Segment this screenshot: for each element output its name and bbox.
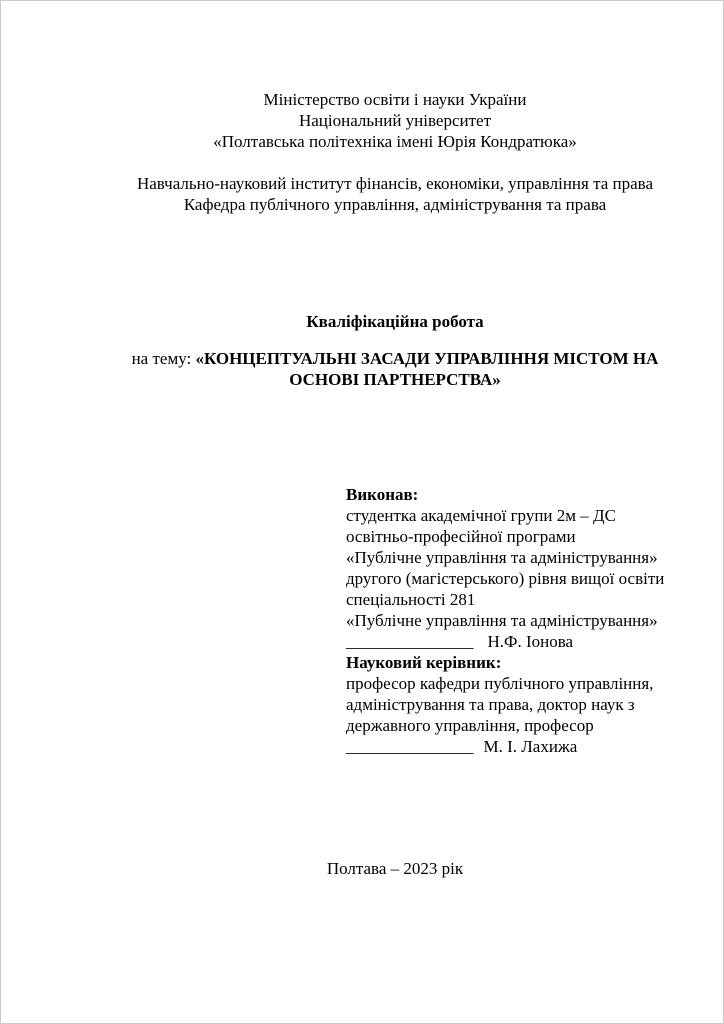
executor-line: «Публічне управління та адміністрування» [346, 611, 658, 630]
credits-block [346, 484, 686, 757]
signature-blank: _______________ [346, 737, 474, 756]
executor-line: «Публічне управління та адміністрування» [346, 548, 658, 567]
signature-blank: _______________ [346, 632, 474, 651]
supervisor-line: адміністрування та права, доктор наук з [346, 695, 635, 714]
executor-line: другого (магістерського) рівня вищої освіти [346, 569, 665, 588]
footer [101, 858, 689, 879]
executor-signature-name: Н.Ф. Іонова [487, 632, 574, 651]
supervisor-line: державного управління, професор [346, 716, 594, 735]
executor-signature-row [346, 631, 686, 652]
work-title-block [101, 311, 689, 390]
university-line: Національний університет [298, 111, 492, 130]
institution-header [101, 89, 689, 215]
executor-line: студентка академічної групи 2м – ДС [346, 506, 616, 525]
topic-prefix: на тему: [131, 349, 196, 368]
supervisor-line: професор кафедри публічного управління, [346, 674, 654, 693]
institute-line: Навчально-науковий інститут фінансів, економіки, управління та права [136, 174, 654, 193]
executor-label: Виконав: [346, 485, 419, 504]
supervisor-signature-row [346, 736, 686, 757]
executor-line: спеціальності 281 [346, 590, 476, 609]
university-name-line: «Полтавська політехніка імені Юрія Кондратюка» [213, 132, 577, 151]
city-year-line: Полтава – 2023 рік [326, 859, 464, 878]
department-line: Кафедра публічного управління, адміністрування та права [183, 195, 607, 214]
supervisor-signature-name: М. І. Лахижа [483, 737, 578, 756]
supervisor-label: Науковий керівник: [346, 653, 502, 672]
executor-line: освітньо-професійної програми [346, 527, 576, 546]
spacer [101, 152, 689, 173]
work-type-title: Кваліфікаційна робота [306, 312, 484, 331]
topic-text: «КОНЦЕПТУАЛЬНІ ЗАСАДИ УПРАВЛІННЯ МІСТОМ НА ОСНОВІ ПАРТНЕРСТВА» [195, 349, 659, 389]
work-topic [101, 348, 689, 390]
ministry-line: Міністерство освіти і науки України [263, 90, 527, 109]
